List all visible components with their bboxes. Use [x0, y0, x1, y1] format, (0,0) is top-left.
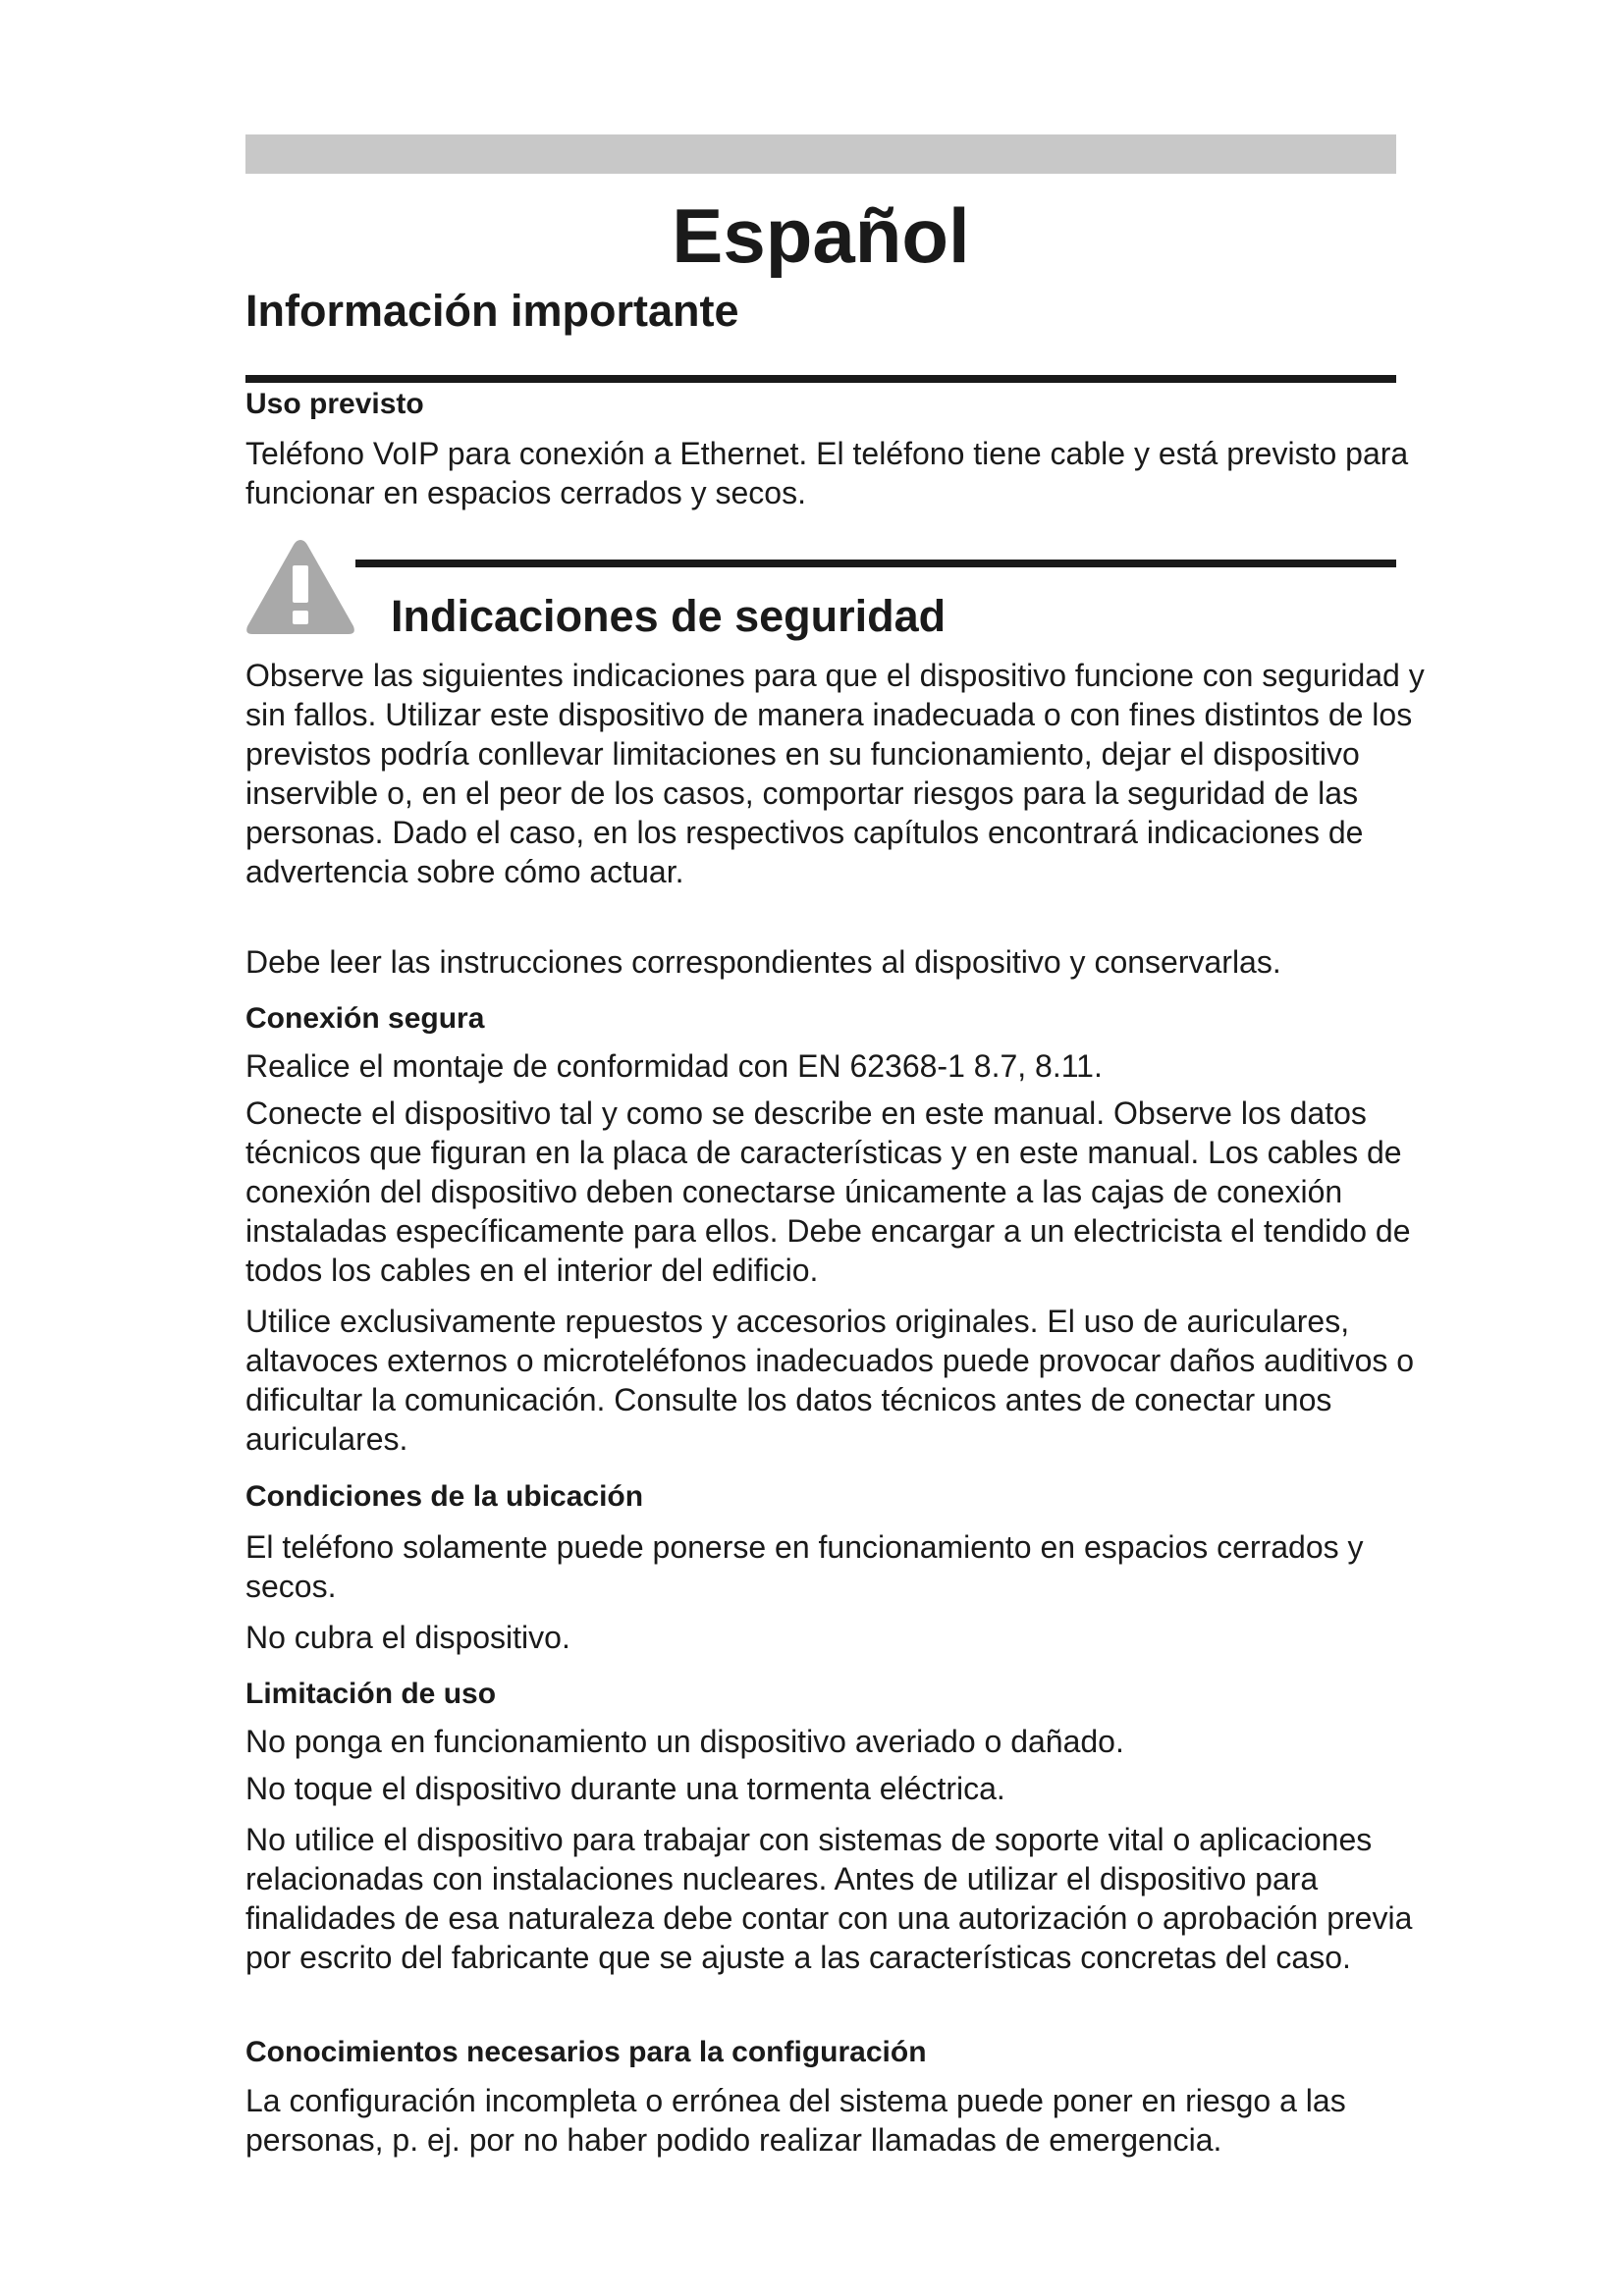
safe-connection-paragraph: Realice el montaje de conformidad con EN 62368-1 8.7, 8.11. — [245, 1048, 1103, 1084]
intended-use-text: Teléfono VoIP para conexión a Ethernet. El teléfono tiene cable y está previsto para funcionar en espacios cerrados y secos. — [245, 436, 1409, 510]
location-heading: Condiciones de la ubicación — [245, 1480, 644, 1513]
usage-limits-paragraph: No ponga en funcionamiento un dispositivo averiado o dañado. — [245, 1724, 1124, 1759]
safety-divider — [355, 560, 1396, 567]
safety-paragraph: Debe leer las instrucciones correspondientes al dispositivo y conservarlas. — [245, 944, 1281, 980]
warning-triangle-icon — [244, 536, 357, 638]
safety-paragraph: Observe las siguientes indicaciones para que el dispositivo funcione con seguridad y sin fallos. Utilizar este dispositivo de manera inadecuada o con fines distintos de los previstos podría conllevar limitaciones en su funcionamiento, dejar el dispositivo inservible o, en el peor de los casos, comportar riesgos para la seguridad de las personas. Dado el caso, en los respectivos capítulos encontrará indicaciones de advertencia sobre cómo actuar. — [245, 658, 1425, 889]
location-paragraph: El teléfono solamente puede ponerse en funcionamiento en espacios cerrados y secos. — [245, 1529, 1364, 1604]
safe-connection-paragraph: Utilice exclusivamente repuestos y accesorios originales. El uso de auriculares, altavoces externos o microteléfonos inadecuados puede provocar daños auditivos o dificultar la comunicación. Consulte los datos técnicos antes de conectar unos auriculares. — [245, 1304, 1415, 1457]
section-divider — [245, 375, 1396, 383]
location-paragraph: No cubra el dispositivo. — [245, 1620, 570, 1655]
intended-use-heading: Uso previsto — [245, 388, 424, 420]
config-knowledge-paragraph: La configuración incompleta o errónea del sistema puede poner en riesgo a las personas, p. ej. por no haber podido realizar llamadas de emergencia. — [245, 2083, 1346, 2158]
config-knowledge-heading: Conocimientos necesarios para la configuración — [245, 2036, 927, 2068]
safe-connection-heading: Conexión segura — [245, 1002, 485, 1035]
usage-limits-heading: Limitación de uso — [245, 1678, 497, 1710]
safe-connection-paragraph: Conecte el dispositivo tal y como se describe en este manual. Observe los datos técnicos que figuran en la placa de características y en este manual. Los cables de conexión del dispositivo deben conectarse únicamente a las cajas de conexión instaladas específicamente para ellos. Debe encargar a un electricista el tendido de todos los cables en el interior del edificio. — [245, 1095, 1411, 1288]
header-bar — [245, 134, 1396, 174]
usage-limits-paragraph: No toque el dispositivo durante una tormenta eléctrica. — [245, 1771, 1005, 1806]
language-title: Español — [672, 192, 970, 279]
usage-limits-paragraph: No utilice el dispositivo para trabajar con sistemas de soporte vital o aplicaciones relacionadas con instalaciones nucleares. Antes de utilizar el dispositivo para finalidades de esa naturaleza debe contar con una autorización o aprobación previa por escrito del fabricante que se ajuste a las características concretas del caso. — [245, 1822, 1413, 1975]
main-heading: Información importante — [245, 286, 739, 336]
safety-heading: Indicaciones de seguridad — [391, 591, 947, 641]
